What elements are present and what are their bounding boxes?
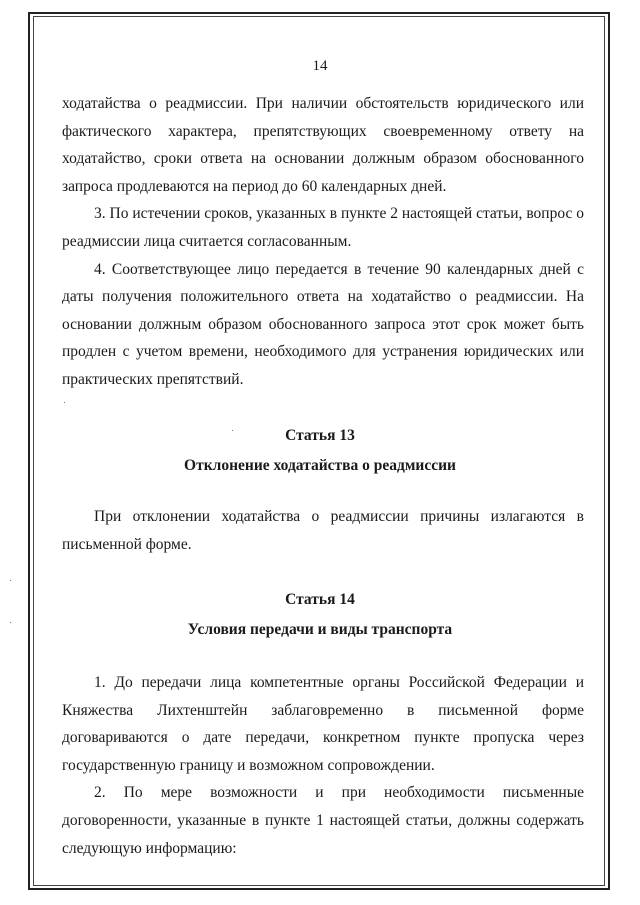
paragraph-continuation: ходатайства о реадмиссии. При наличии обстоятельств юридического или фактического характера, препятствующих своевременному ответу на ходатайство, сроки ответа на основании должным образом обоснованного запроса продлеваются на период до 60 календарных дней. [62, 95, 584, 195]
scan-speck [64, 402, 65, 403]
scan-speck [10, 580, 11, 581]
paragraph-item-4: 4. Соответствующее лицо передается в течение 90 календарных дней с даты получения положительного ответа на ходатайство о реадмиссии. На основании должным образом обоснованного запроса этот срок может быть продлен с учетом времени, необходимого для устранения юридических или практических препятствий. [62, 260, 584, 388]
article-13-paragraph: При отклонении ходатайства о реадмиссии причины излагаются в письменной форме. [62, 508, 584, 553]
article-14-paragraph-1: 1. До передачи лица компетентные органы Российской Федерации и Княжества Лихтенштейн заблаговременно в письменной форме договариваются о дате передачи, конкретном пункте пропуска через государственную границу и возможном сопровождении. [62, 674, 584, 774]
article-14-title: Условия передачи и виды транспорта [187, 621, 453, 638]
page-number: 14 [312, 58, 328, 74]
continued-text-block [62, 90, 584, 394]
article-13-title: Отклонение ходатайства о реадмиссии [184, 457, 456, 474]
scan-speck [10, 622, 11, 623]
scan-speck [232, 430, 233, 431]
article-14-body [62, 669, 584, 862]
article-14-number: Статья 14 [285, 591, 355, 608]
article-13-number: Статья 13 [285, 427, 355, 444]
article-13-body [62, 503, 584, 558]
paragraph-item-3: 3. По истечении сроков, указанных в пункте 2 настоящей статьи, вопрос о реадмиссии лица считается согласованным. [62, 205, 584, 250]
article-14-paragraph-2: 2. По мере возможности и при необходимости письменные договоренности, указанные в пункте 1 настоящей статьи, должны содержать следующую информацию: [62, 784, 584, 857]
